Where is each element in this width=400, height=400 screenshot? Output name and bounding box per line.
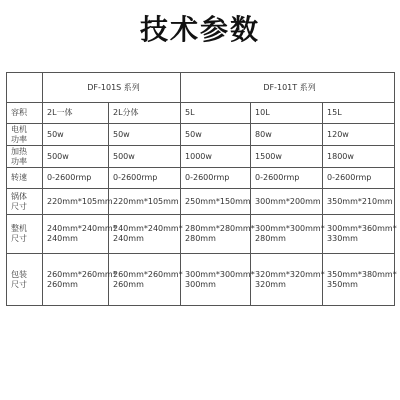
table-cell: 260mm*260mm* 260mm (43, 254, 109, 306)
table-cell: 1800w (323, 146, 395, 168)
corner-cell (7, 73, 43, 103)
row-label: 转速 (7, 168, 43, 189)
table-cell: 5L (181, 103, 251, 124)
table-row-heating-power (7, 146, 395, 168)
table-cell: 50w (109, 124, 181, 146)
row-label: 整机 尺寸 (7, 215, 43, 254)
table-cell: 2L分体 (109, 103, 181, 124)
table-cell: 0-2600rmp (43, 168, 109, 189)
table-cell: 350mm*380mm* 350mm (323, 254, 395, 306)
table-cell: 1500w (251, 146, 323, 168)
table-cell: 1000w (181, 146, 251, 168)
row-label: 电机 功率 (7, 124, 43, 146)
table-cell: 500w (109, 146, 181, 168)
table-cell: 240mm*240mm* 240mm (43, 215, 109, 254)
table-cell: 300mm*300mm* 300mm (181, 254, 251, 306)
table-cell: 300mm*360mm* 330mm (323, 215, 395, 254)
table-cell: 120w (323, 124, 395, 146)
table-cell: 240mm*240mm* 240mm (109, 215, 181, 254)
table-cell: 0-2600rmp (251, 168, 323, 189)
row-label: 加热 功率 (7, 146, 43, 168)
table-cell: 500w (43, 146, 109, 168)
table-row-pot-size (7, 189, 395, 215)
page-title: 技术参数 (139, 13, 260, 46)
table-cell: 260mm*260mm* 260mm (109, 254, 181, 306)
table-cell: 250mm*150mm (181, 189, 251, 215)
group-header-df101s: DF-101S 系列 (43, 73, 181, 103)
table-cell: 50w (43, 124, 109, 146)
table-cell: 350mm*210mm (323, 189, 395, 215)
table-cell: 15L (323, 103, 395, 124)
table-cell: 10L (251, 103, 323, 124)
table-cell: 80w (251, 124, 323, 146)
table-cell: 220mm*105mm (43, 189, 109, 215)
table-row-machine-size (7, 215, 395, 254)
table-cell: 2L一体 (43, 103, 109, 124)
table-row-speed (7, 168, 395, 189)
table-cell: 0-2600rmp (109, 168, 181, 189)
table-cell: 50w (181, 124, 251, 146)
spec-table (6, 72, 395, 306)
table-cell: 220mm*105mm (109, 189, 181, 215)
table-cell: 300mm*200mm (251, 189, 323, 215)
row-label: 容积 (7, 103, 43, 124)
table-row-package-size (7, 254, 395, 306)
row-label: 锅体 尺寸 (7, 189, 43, 215)
table-cell: 280mm*280mm* 280mm (181, 215, 251, 254)
table-row-motor-power (7, 124, 395, 146)
table-cell: 0-2600rmp (181, 168, 251, 189)
table-row-volume (7, 103, 395, 124)
table-cell: 320mm*320mm* 320mm (251, 254, 323, 306)
group-header-df101t: DF-101T 系列 (181, 73, 395, 103)
row-label: 包装 尺寸 (7, 254, 43, 306)
group-header-row (7, 73, 395, 103)
table-cell: 300mm*300mm* 280mm (251, 215, 323, 254)
table-cell: 0-2600rmp (323, 168, 395, 189)
